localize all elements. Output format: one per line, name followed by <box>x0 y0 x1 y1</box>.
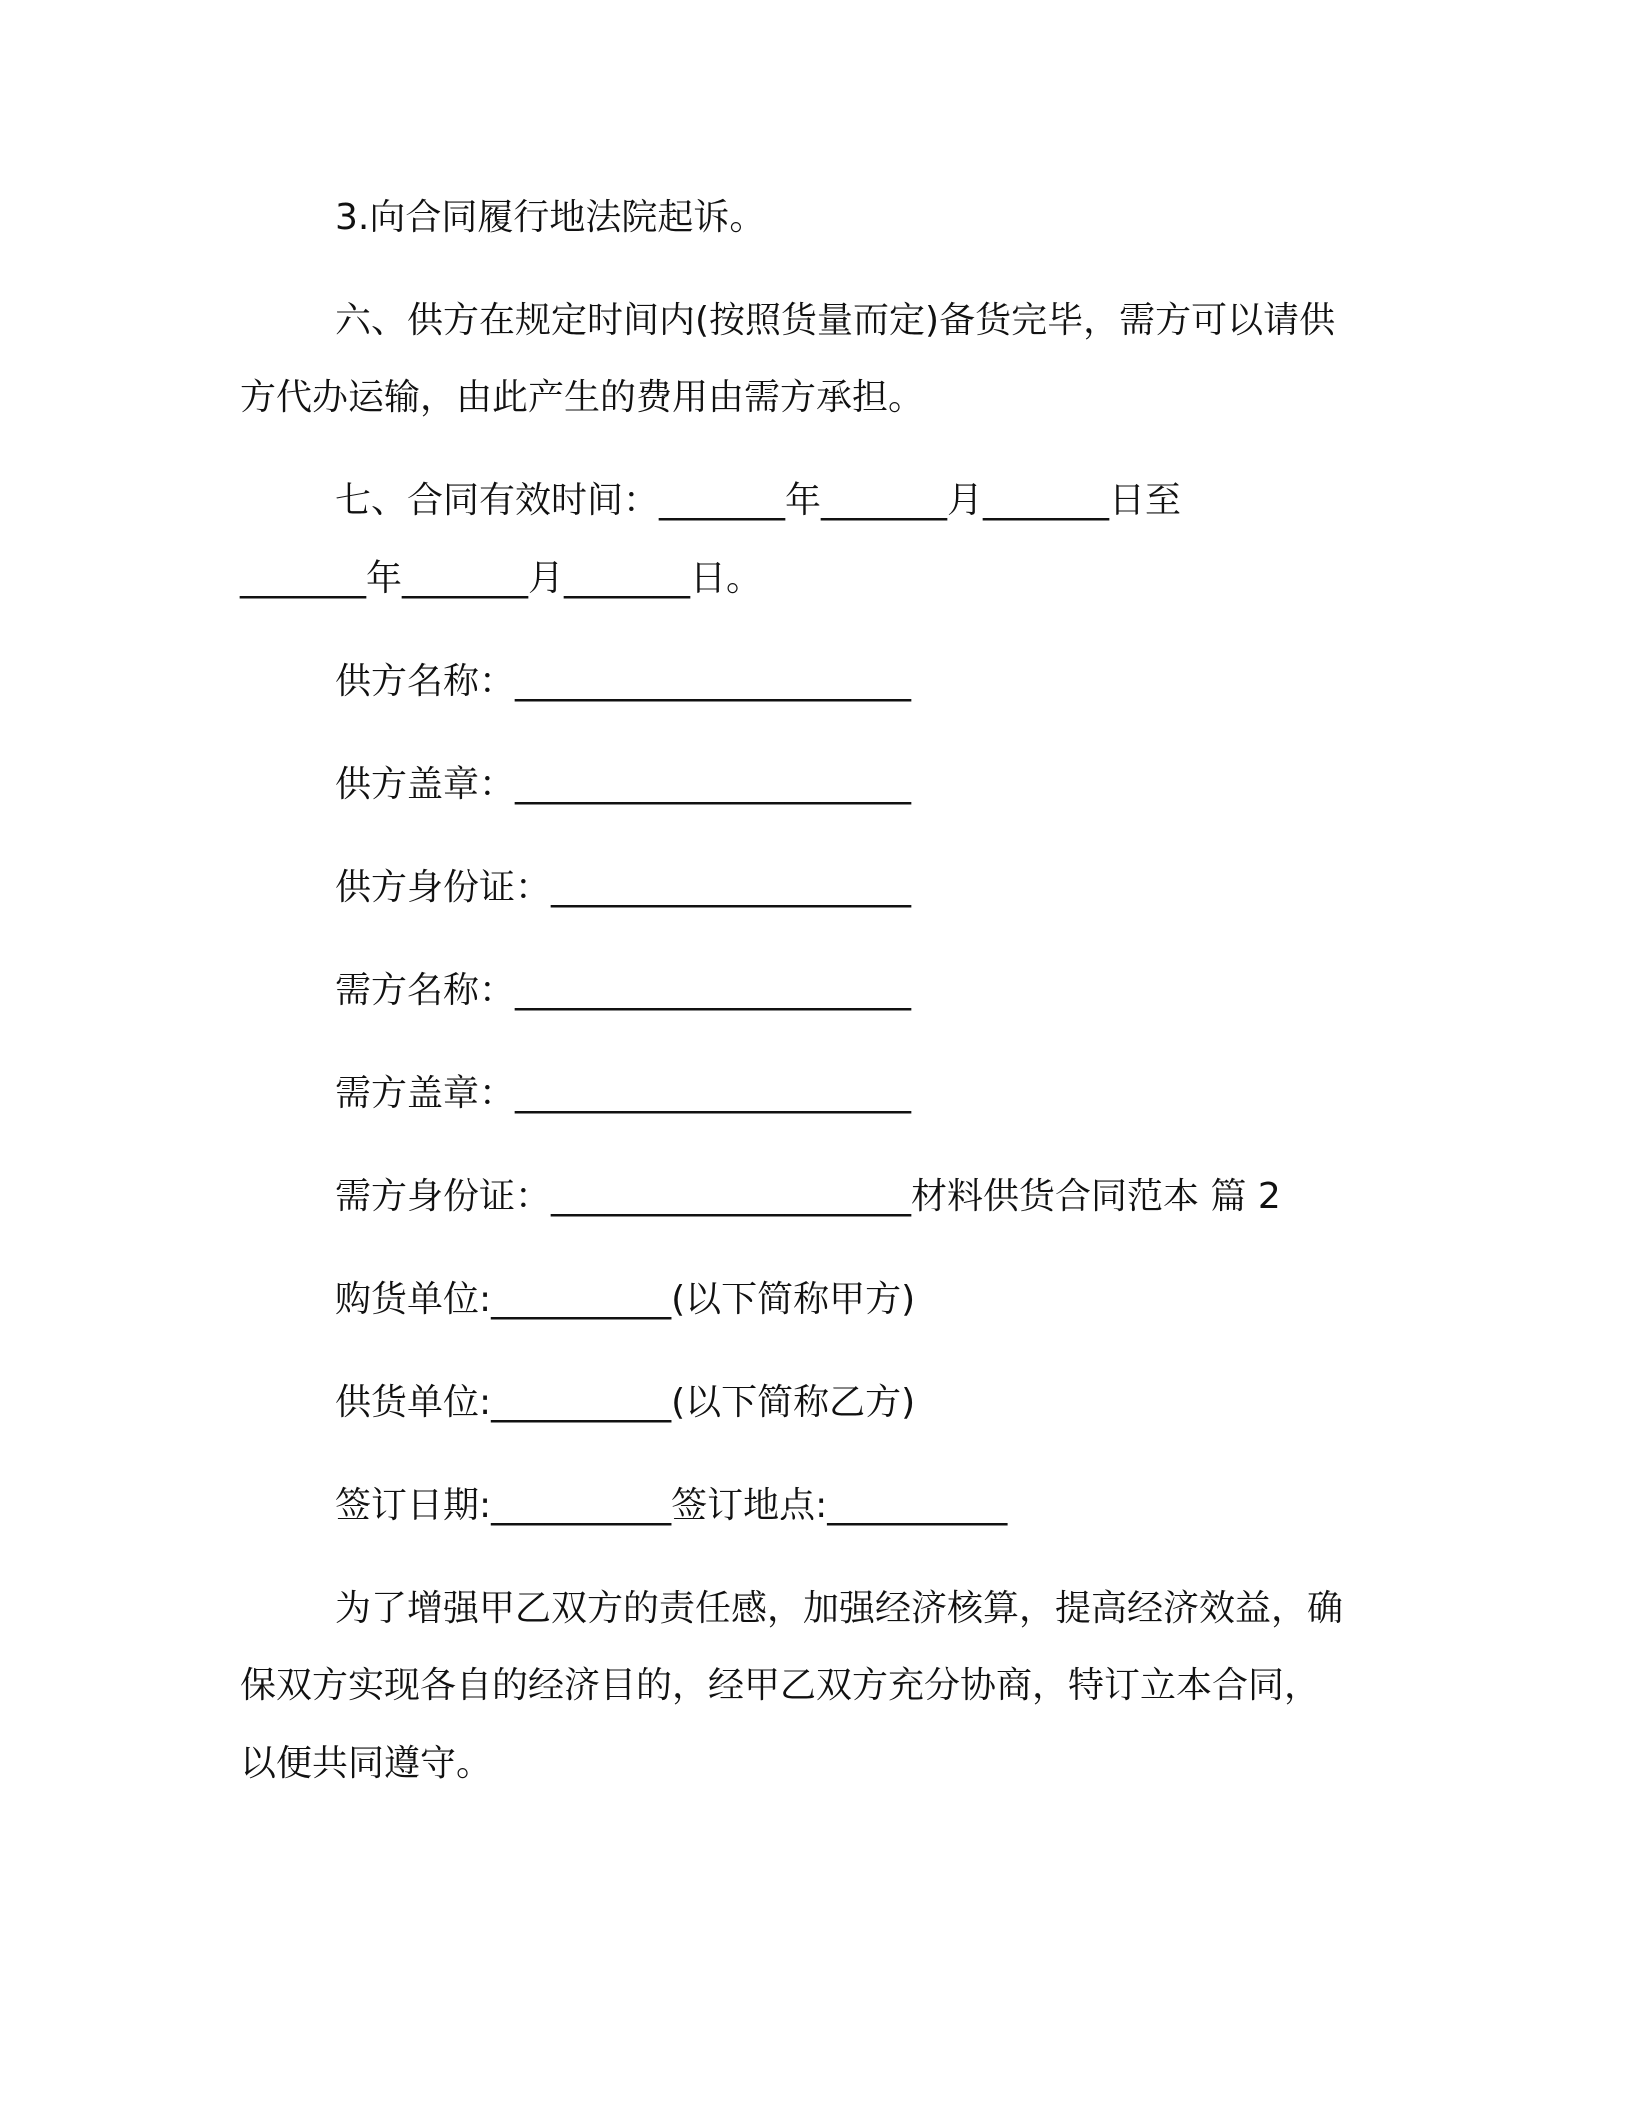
clause-six-line-2: 方代办运输，由此产生的费用由需方承担。 <box>240 377 925 418</box>
supplier-name-field: 供方名称：______________________ <box>335 661 912 702</box>
supplier-id-field: 供方身份证：____________________ <box>335 867 912 908</box>
clause-seven-line-1: 七、合同有效时间：_______年_______月_______日至 <box>335 480 1182 521</box>
clause-six-line-1: 六、供方在规定时间内(按照货量而定)备货完毕，需方可以请供 <box>335 300 1336 341</box>
supplier-seal-field: 供方盖章：______________________ <box>335 764 912 805</box>
intro-paragraph-line-1: 为了增强甲乙双方的责任感，加强经济核算，提高经济效益，确 <box>335 1588 1344 1629</box>
buyer-seal-field: 需方盖章：______________________ <box>335 1073 912 1114</box>
purchasing-unit-field: 购货单位:__________(以下简称甲方) <box>335 1279 916 1320</box>
buyer-id-field: 需方身份证：____________________材料供货合同范本 篇 2 <box>335 1176 1281 1217</box>
clause-line-1: 3.向合同履行地法院起诉。 <box>335 197 766 238</box>
signing-date-place-field: 签订日期:__________签订地点:__________ <box>335 1485 1008 1526</box>
intro-paragraph-line-3: 以便共同遵守。 <box>240 1743 493 1784</box>
supplying-unit-field: 供货单位:__________(以下简称乙方) <box>335 1382 916 1423</box>
clause-seven-line-2: _______年_______月_______日。 <box>240 558 762 599</box>
intro-paragraph-line-2: 保双方实现各自的经济目的，经甲乙双方充分协商，特订立本合同， <box>240 1665 1321 1706</box>
buyer-name-field: 需方名称：______________________ <box>335 970 912 1011</box>
